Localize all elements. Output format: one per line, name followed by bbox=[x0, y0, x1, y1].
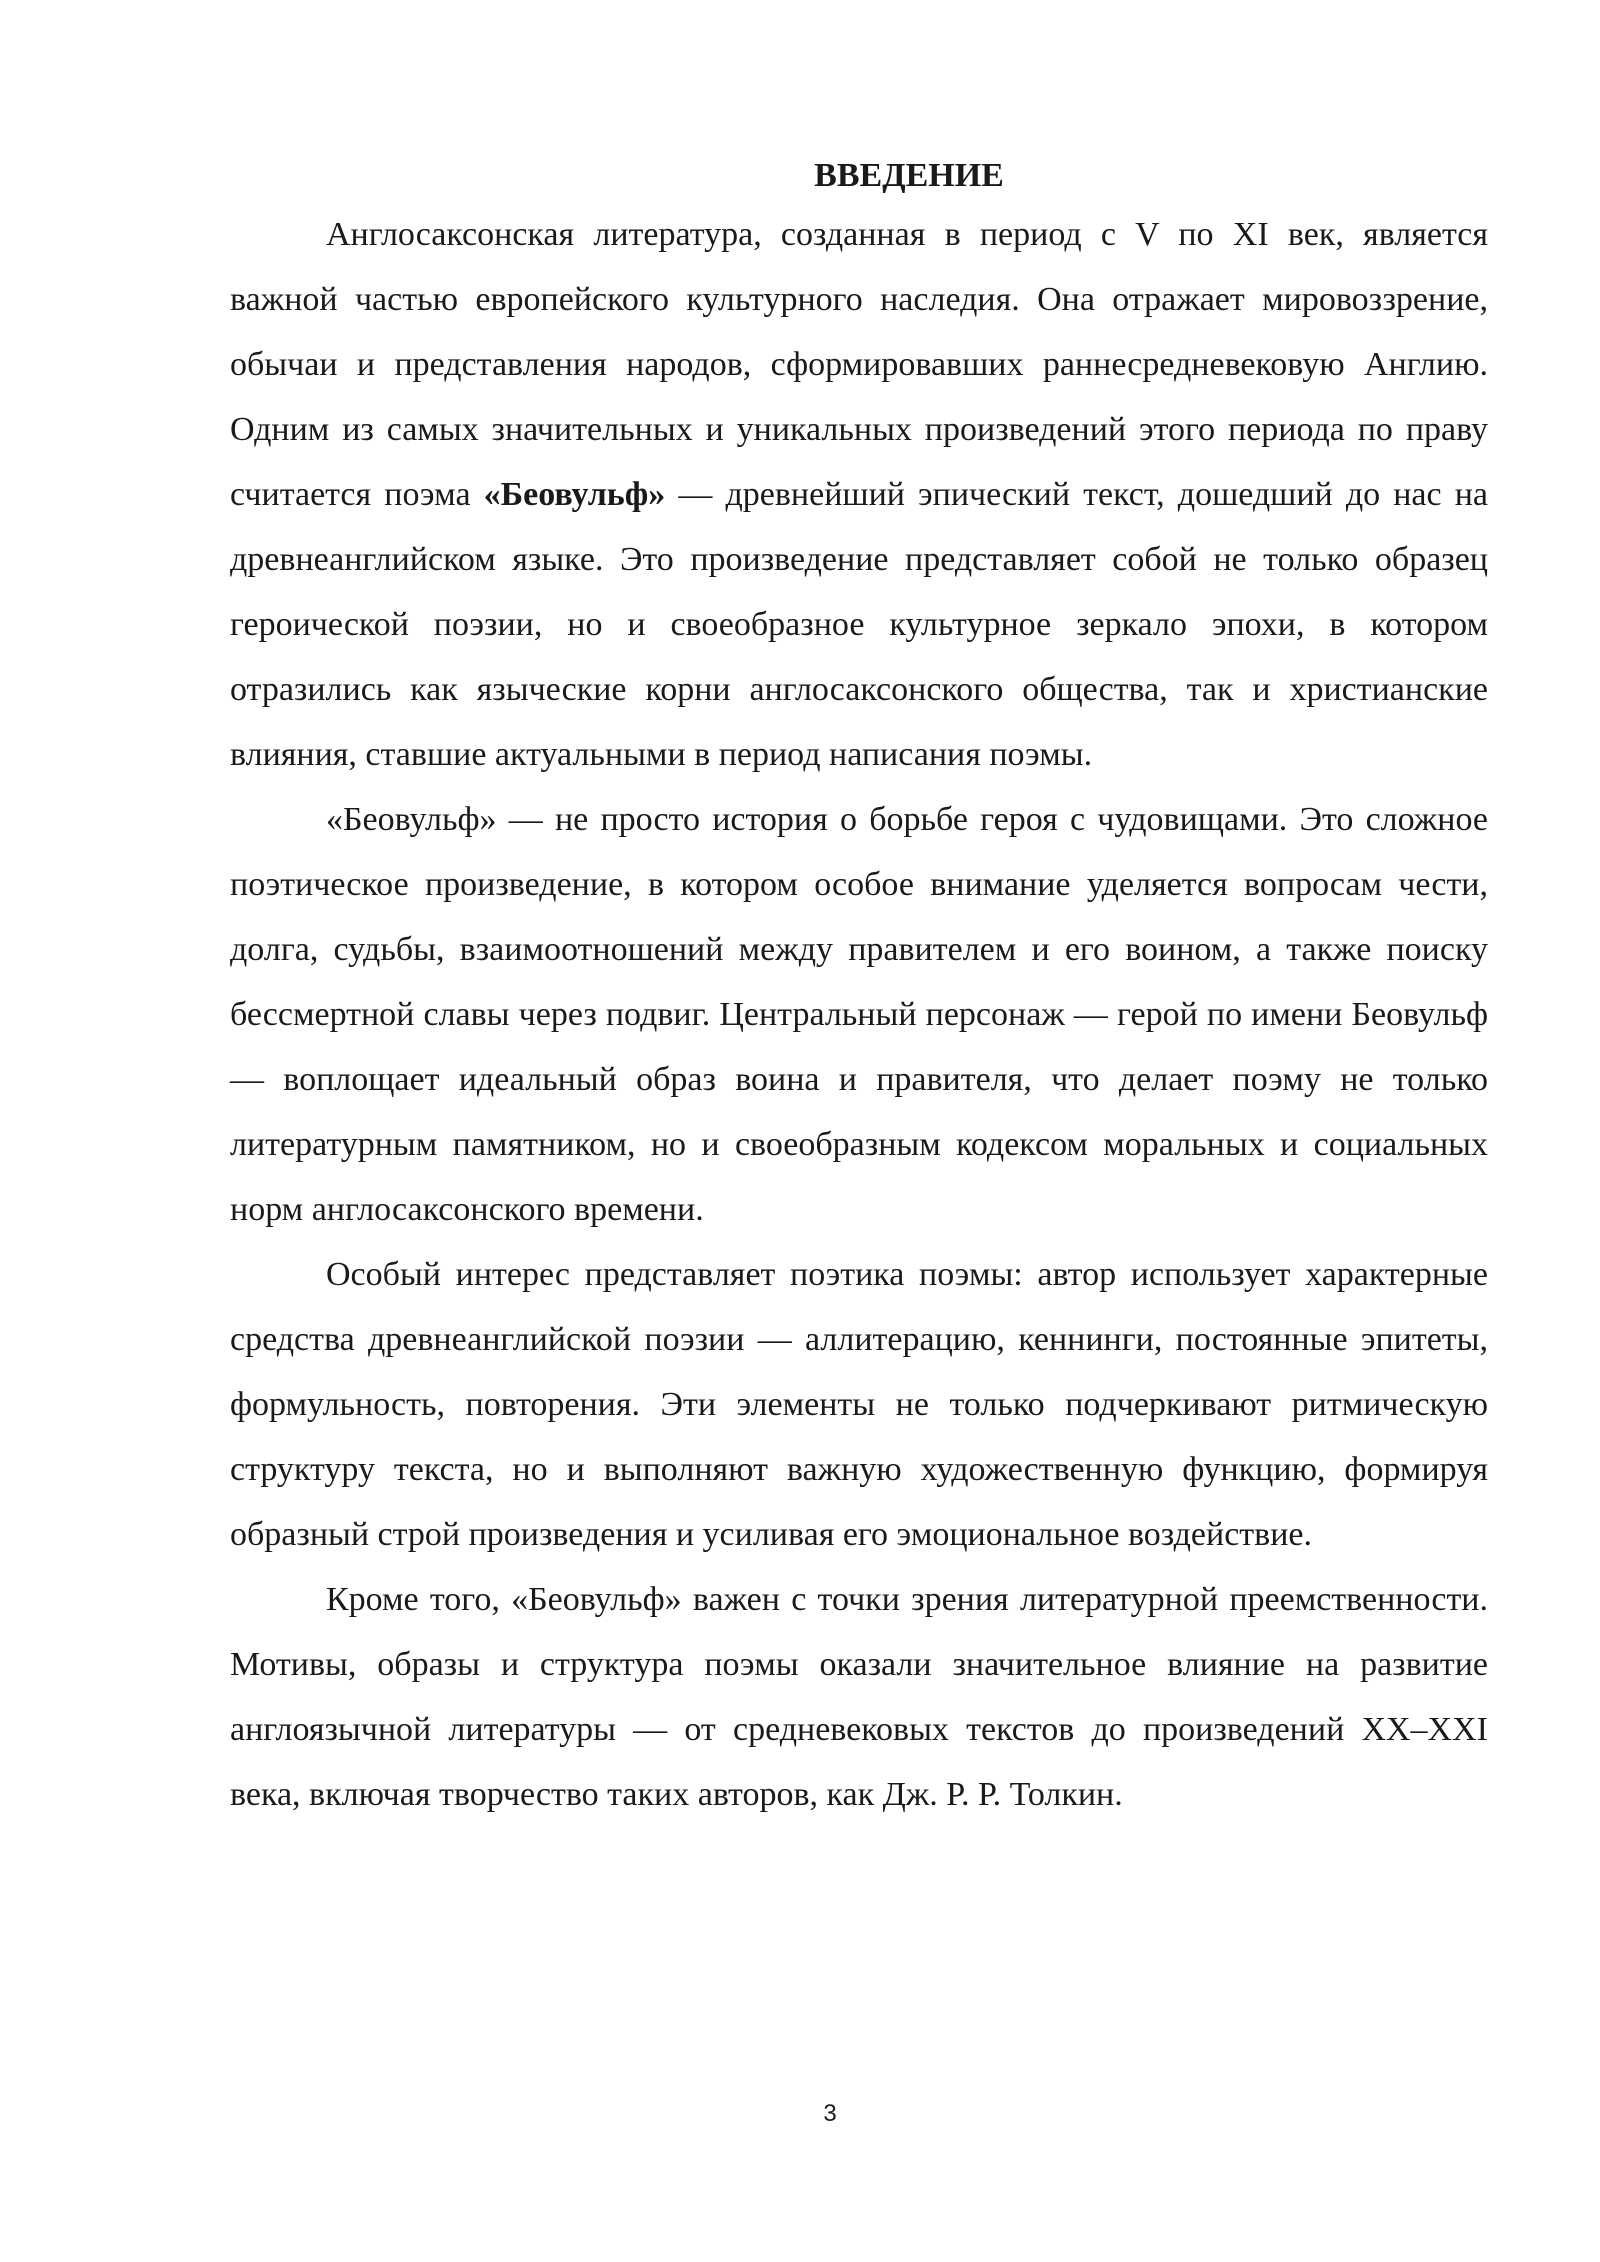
paragraph-4: Кроме того, «Беовульф» важен с точки зрения литературной преемственности. Мотивы, образы и структура поэмы оказали значительное влияние на развитие англоязычной литературы — от средневековых текстов до произведений XX–XXI века, включая творчество таких авторов, как Дж. Р. Р. Толкин. bbox=[230, 1581, 1488, 1813]
paragraph-3: Особый интерес представляет поэтика поэмы: автор использует характерные средства древнеанглийской поэзии — аллитерацию, кеннинги, постоянные эпитеты, формульность, повторения. Эти элементы не только подчеркивают ритмическую структуру текста, но и выполняют важную художественную функцию, формируя образный строй произведения и усиливая его эмоциональное воздействие. bbox=[230, 1256, 1488, 1553]
page-content bbox=[230, 150, 1488, 1827]
paragraph-2: «Беовульф» — не просто история о борьбе героя с чудовищами. Это сложное поэтическое произведение, в котором особое внимание уделяется вопросам чести, долга, судьбы, взаимоотношений между правителем и его воином, а также поиску бессмертной славы через подвиг. Центральный персонаж — герой по имени Беовульф — воплощает идеальный образ воина и правителя, что делает поэму не только литературным памятником, но и своеобразным кодексом моральных и социальных норм англосаксонского времени. bbox=[230, 801, 1488, 1228]
poem-title-bold: «Беовульф» bbox=[483, 476, 666, 513]
section-heading: ВВЕДЕНИЕ bbox=[814, 157, 1004, 194]
paragraph-1-text-start: Англосаксонская литература, созданная в период с V по XI век, является важной частью европейского культурного наследия. Она отражает мировоззрение, обычаи и представления народов, сформировавших раннесредневековую Англию. Одним из самых значительных и уникальных произведений этого периода по праву считается поэма bbox=[230, 216, 1488, 513]
page-number: 3 bbox=[823, 2100, 837, 2127]
paragraph-1 bbox=[230, 202, 1488, 787]
paragraph-1-text-end: — древнейший эпический текст, дошедший до нас на древнеанглийском языке. Это произведение представляет собой не только образец героической поэзии, но и своеобразное культурное зеркало эпохи, в котором отразились как языческие корни англосаксонского общества, так и христианские влияния, ставшие актуальными в период написания поэмы. bbox=[230, 476, 1488, 773]
